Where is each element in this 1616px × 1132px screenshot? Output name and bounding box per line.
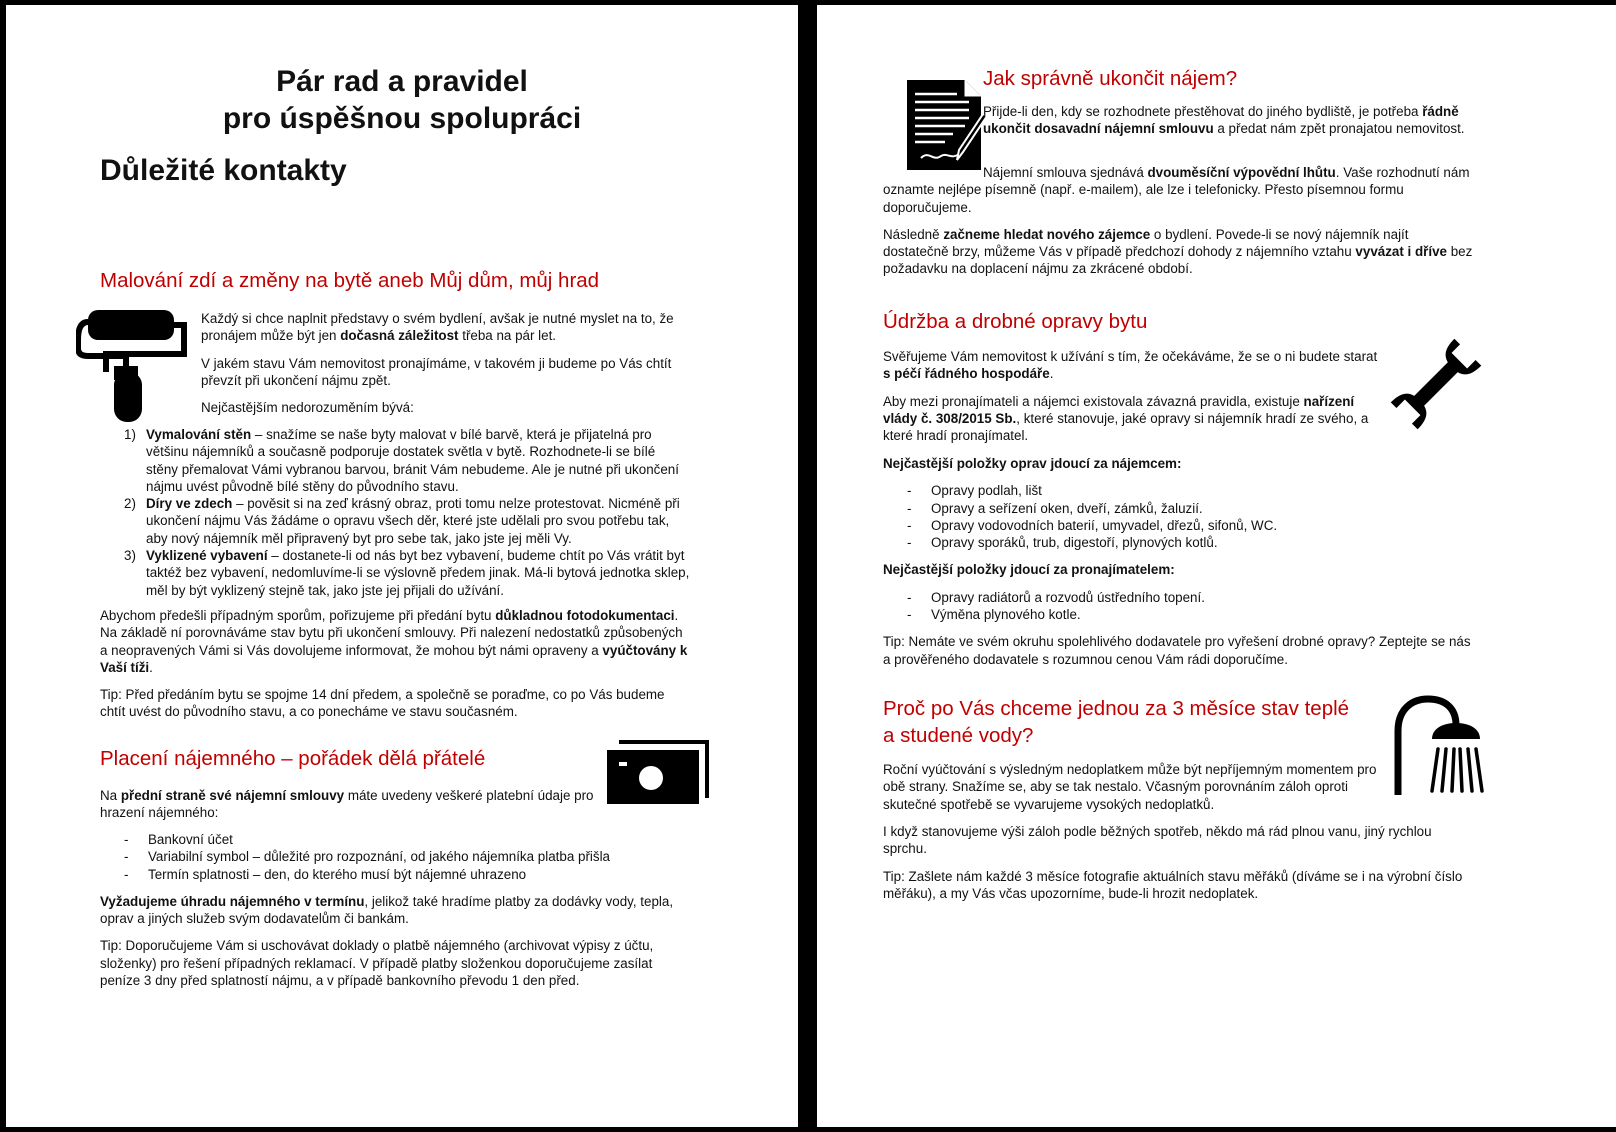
repair-p2-text: Aby mezi pronajímateli a nájemci existovala závazná pravidla, existuje <box>883 393 1304 409</box>
document-title <box>6 63 798 137</box>
rent-p1-bold: přední straně své nájemní smlouvy <box>120 788 345 803</box>
list-item <box>100 495 690 547</box>
repair-body-text <box>883 455 1473 668</box>
dash-marker: - <box>907 500 912 516</box>
repair-p1-bold: s péčí řádného hospodáře <box>883 366 1050 382</box>
paint-p4-bold: důkladnou fotodokumentaci <box>495 607 675 623</box>
repair-p2-bold: nařízení vlády č. 308/2015 Sb. <box>883 393 1355 426</box>
paint-paragraph-2: V jakém stavu Vám nemovitost pronajímáme, v takovém ji budeme po Vás chtít převzít při ukončení nájmu zpět. <box>201 355 672 388</box>
list-item <box>100 866 690 883</box>
rent-p1-text: Na <box>100 788 121 803</box>
dash-marker: - <box>907 589 912 605</box>
landlord-repairs-list <box>883 589 1473 624</box>
end-p2-bold: dvouměsíční výpovědní lhůtu <box>1147 165 1336 180</box>
dash-marker: - <box>124 866 129 882</box>
water-intro-text <box>883 761 1383 813</box>
list-item-body <box>146 547 690 599</box>
water-section-heading <box>883 695 1349 749</box>
paint-body-text <box>100 426 690 721</box>
end-p2-text: Nájemní smlouva sjednává <box>983 165 1148 180</box>
list-item-text: Opravy sporáků, trub, digestoří, plynových kotlů. <box>931 535 1218 551</box>
dash-marker: - <box>124 849 129 865</box>
tenant-heading-text: Nejčastější položky oprav jdoucí za nájemcem: <box>883 456 1182 471</box>
list-item <box>883 517 1473 534</box>
list-item-text: Výměna plynového kotle. <box>931 607 1081 623</box>
paint-issues-list <box>100 426 690 599</box>
rent-p2-bold: Vyžadujeme úhradu nájemného v termínu <box>100 893 365 909</box>
paint-p4-end: . <box>149 659 153 675</box>
end-p3-bold-2: vyvázat i dříve <box>1355 244 1447 260</box>
repair-section-heading: Údržba a drobné opravy bytu <box>883 310 1148 333</box>
rent-tip: Tip: Doporučujeme Vám si uschovávat doklady o platbě nájemného (archivovat výpisy z účtu, složenky) pro řešení případných reklamací. V případě platby složenkou doporučujeme zasílat peníze 3 dny před splatností nájmu, a v případě bankovního převodu 1 den před. <box>100 938 654 989</box>
rent-paragraph-2 <box>100 893 690 928</box>
repair-p1-text: Svěřujeme Vám nemovitost k užívání s tím, že očekáváme, že se o ni budete starat <box>883 349 1378 364</box>
list-item-text: – dostanete-li od nás byt bez vybavení, budeme chtít po Vás vrátit byt taktéž bez vybavení, nedomluvíme-li se výslovně předem jinak. Má-li bytová jednotka sklep, měl by být vyklizený stejně tak, jako jste jej přijali do užívání. <box>146 548 690 598</box>
paint-intro-text <box>201 310 691 416</box>
title-line-2: pro úspěšnou spolupráci <box>222 102 582 135</box>
page-right <box>817 5 1616 1127</box>
paint-tip: Tip: Před předáním bytu se spojme 14 dní předem, a společně se poraďme, co po Vás budeme chtít uvést do původního stavu, a co ponecháme ve stavu současném. <box>100 687 665 720</box>
rent-body-text <box>100 831 690 989</box>
repair-p1-end: . <box>1049 366 1054 382</box>
list-item-text: Opravy vodovodních baterií, umyvadel, dřezů, sifonů, WC. <box>931 517 1278 533</box>
list-item-text: Opravy a seřízení oken, dveří, zámků, žaluzií. <box>931 500 1203 516</box>
list-item-body <box>146 495 690 547</box>
water-body-text <box>883 823 1473 902</box>
dash-marker: - <box>124 832 129 847</box>
list-item-bold: Vyklizené vybavení <box>146 548 268 564</box>
repair-paragraph-2 <box>883 393 1383 445</box>
end-lease-section-heading: Jak správně ukončit nájem? <box>983 67 1238 90</box>
landlord-items-heading <box>883 561 1473 578</box>
water-tip: Tip: Zašlete nám každé 3 měsíce fotografie aktuálních stavu měřáků (díváme se i na výrobní číslo měřáku), a my Vás včas upozorníme, bude-li hrozit nedoplatek. <box>883 868 1463 901</box>
end-p2-end: . Vaše rozhodnutí nám oznamte nejlépe písemně (např. e-mailem), ale lze i telefonicky. Přesto písemnou formu doporučujeme. <box>883 165 1470 215</box>
end-paragraph-2 <box>883 164 1473 216</box>
list-item <box>883 606 1473 623</box>
paint-section-heading: Malování zdí a změny na bytě aneb Můj dům, můj hrad <box>100 269 600 292</box>
list-item-text: Termín splatnosti – den, do kterého musí být nájemné uhrazeno <box>148 866 527 882</box>
rent-section-heading: Placení nájemného – pořádek dělá přátelé <box>100 747 486 770</box>
end-p3-bold: začneme hledat nového zájemce <box>943 226 1151 242</box>
dash-marker: - <box>907 517 912 533</box>
paint-p1-bold: dočasná záležitost <box>340 328 459 344</box>
end-paragraph-1 <box>983 103 1473 138</box>
tenant-repairs-list <box>883 482 1473 551</box>
paint-p4-text-2: . Na základě ní porovnáváme stav bytu při ukončení smlouvy. Při nalezení nedostatků způsobených a neopravených Vámi si Vás dovolujeme informovat, že mohou být námi opraveny a <box>100 607 683 658</box>
dash-marker: - <box>907 535 912 551</box>
list-item <box>100 547 690 599</box>
water-heading-line-1: Proč po Vás chceme jednou za 3 měsíce stav teplé <box>883 697 1350 720</box>
paint-p4-bold-2: vyúčtovány k Vaší tíži <box>100 642 688 675</box>
list-number: 3) <box>124 548 136 564</box>
rent-paragraph-1 <box>100 787 600 822</box>
paint-paragraph-1 <box>201 310 691 345</box>
shower-icon <box>1394 695 1486 795</box>
payment-details-list <box>100 831 690 883</box>
repair-tip: Tip: Nemáte ve svém okruhu spolehlivého dodavatele pro vyřešení drobné opravy? Zeptejte se nás a prověřeného dodavatele s rozumnou cenou Vám rádi doporučíme. <box>883 634 1471 667</box>
list-item-text: Opravy podlah, lišt <box>931 483 1042 499</box>
list-item <box>100 831 690 848</box>
list-item-body <box>146 426 690 495</box>
list-item-text: – snažíme se naše byty malovat v bílé barvě, která je přijatelná pro většinu nájemníků a současně podporuje dostatek světla v bytě. Rozhodnete-li se bílé stěny přemalovat Vámi vybranou barvou, bránit Vám nebudeme. Ale je nutné při ukončení nájmu uvést původně bílé stěny do původního stavu. <box>146 427 679 494</box>
dash-marker: - <box>907 483 912 499</box>
end-p1-text: Přijde-li den, kdy se rozhodnete přestěhovat do jiného bydliště, je potřeba <box>983 104 1423 119</box>
repair-p2-end: , které stanovuje, jaké opravy si nájemník hradí ze svého, a které hradí pronajímatel. <box>883 410 1369 444</box>
list-item-text: Opravy radiátorů a rozvodů ústředního topení. <box>931 589 1205 605</box>
end-p3-text-2: o bydlení. Povede-li se nový nájemník najít dostatečně brzy, můžeme Vás v případě předchozí dohody z nájemního vztahu <box>883 226 1409 260</box>
list-item-text: Bankovní účet <box>148 832 233 847</box>
end-p3-end: bez požadavku na doplacení nájmu za zkrácené období. <box>883 244 1473 277</box>
end-lease-body-text <box>883 164 1473 278</box>
title-line-1: Pár rad a pravidel <box>276 65 528 98</box>
list-item-bold: Díry ve zdech <box>146 496 233 512</box>
tenant-items-heading <box>883 455 1473 472</box>
list-item <box>100 426 690 495</box>
paint-p4-text: Abychom předešli případným sporům, pořizujeme při předání bytu <box>100 607 496 623</box>
list-item <box>883 482 1473 499</box>
list-number: 2) <box>124 496 136 512</box>
end-p1-end: a předat nám zpět pronajatou nemovitost. <box>1213 121 1465 137</box>
water-paragraph-1: Roční vyúčtování s výsledným nedoplatkem může být nepříjemným momentem pro obě strany. Snažíme se, aby se tak nestalo. Včasným porovnáním záloh oproti skutečné spotřebě se vyvarujeme vysokých nedoplatků. <box>883 762 1377 812</box>
repair-intro-text <box>883 348 1383 444</box>
list-item <box>100 848 690 865</box>
rent-intro-text <box>100 787 600 822</box>
contacts-heading: Důležité kontakty <box>100 154 347 187</box>
repair-paragraph-1 <box>883 348 1383 383</box>
water-paragraph-2: I když stanovujeme výši záloh podle běžných spotřeb, někdo má rád plnou vanu, jiný rychlou sprchu. <box>883 824 1432 857</box>
list-item <box>883 500 1473 517</box>
paint-paragraph-4 <box>100 607 690 676</box>
list-number: 1) <box>124 427 136 442</box>
page-left <box>6 5 798 1127</box>
rent-p1-end: máte uvedeny veškeré platební údaje pro hrazení nájemného: <box>100 788 594 821</box>
landlord-heading-text: Nejčastější položky jdoucí za pronajímatelem: <box>883 562 1175 578</box>
list-item-bold: Vymalování stěn <box>146 427 252 442</box>
dash-marker: - <box>907 607 912 623</box>
wrench-icon <box>1387 335 1485 433</box>
end-paragraph-3 <box>883 226 1473 278</box>
end-lease-intro-text <box>983 103 1473 138</box>
paint-p1-end: třeba na pár let. <box>458 328 557 344</box>
end-p3-text: Následně <box>883 226 944 242</box>
end-p1-bold: řádně ukončit dosavadní nájemní smlouvu <box>983 104 1459 137</box>
contract-document-icon <box>907 80 993 170</box>
paint-paragraph-3: Nejčastějším nedorozuměním bývá: <box>201 400 414 416</box>
paint-p1-text: Každý si chce naplnit představy o svém bydlení, avšak je nutné myslet na to, že pronájem může být jen <box>201 311 674 344</box>
list-item <box>883 589 1473 606</box>
list-item-text: Variabilní symbol – důležité pro rozpoznání, od jakého nájemníka platba přišla <box>148 849 610 865</box>
list-item-text: – pověsit si na zeď krásný obraz, proti tomu nelze protestovat. Nicméně při ukončení nájmu Vás žádáme o opravu všech děr, které jste udělali pro svou potřebu tak, aby nový nájemník měl připravený byt pro sebe tak, jako jste jej měli Vy. <box>146 496 680 546</box>
water-heading-line-2: a studené vody? <box>883 724 1034 747</box>
money-icon <box>607 740 711 806</box>
list-item <box>883 534 1473 551</box>
paint-roller-icon <box>76 310 188 424</box>
rent-p2-text: , jelikož také hradíme platby za dodávky vody, tepla, oprav a jiných služeb svým dodavatelům či bankám. <box>100 893 674 927</box>
